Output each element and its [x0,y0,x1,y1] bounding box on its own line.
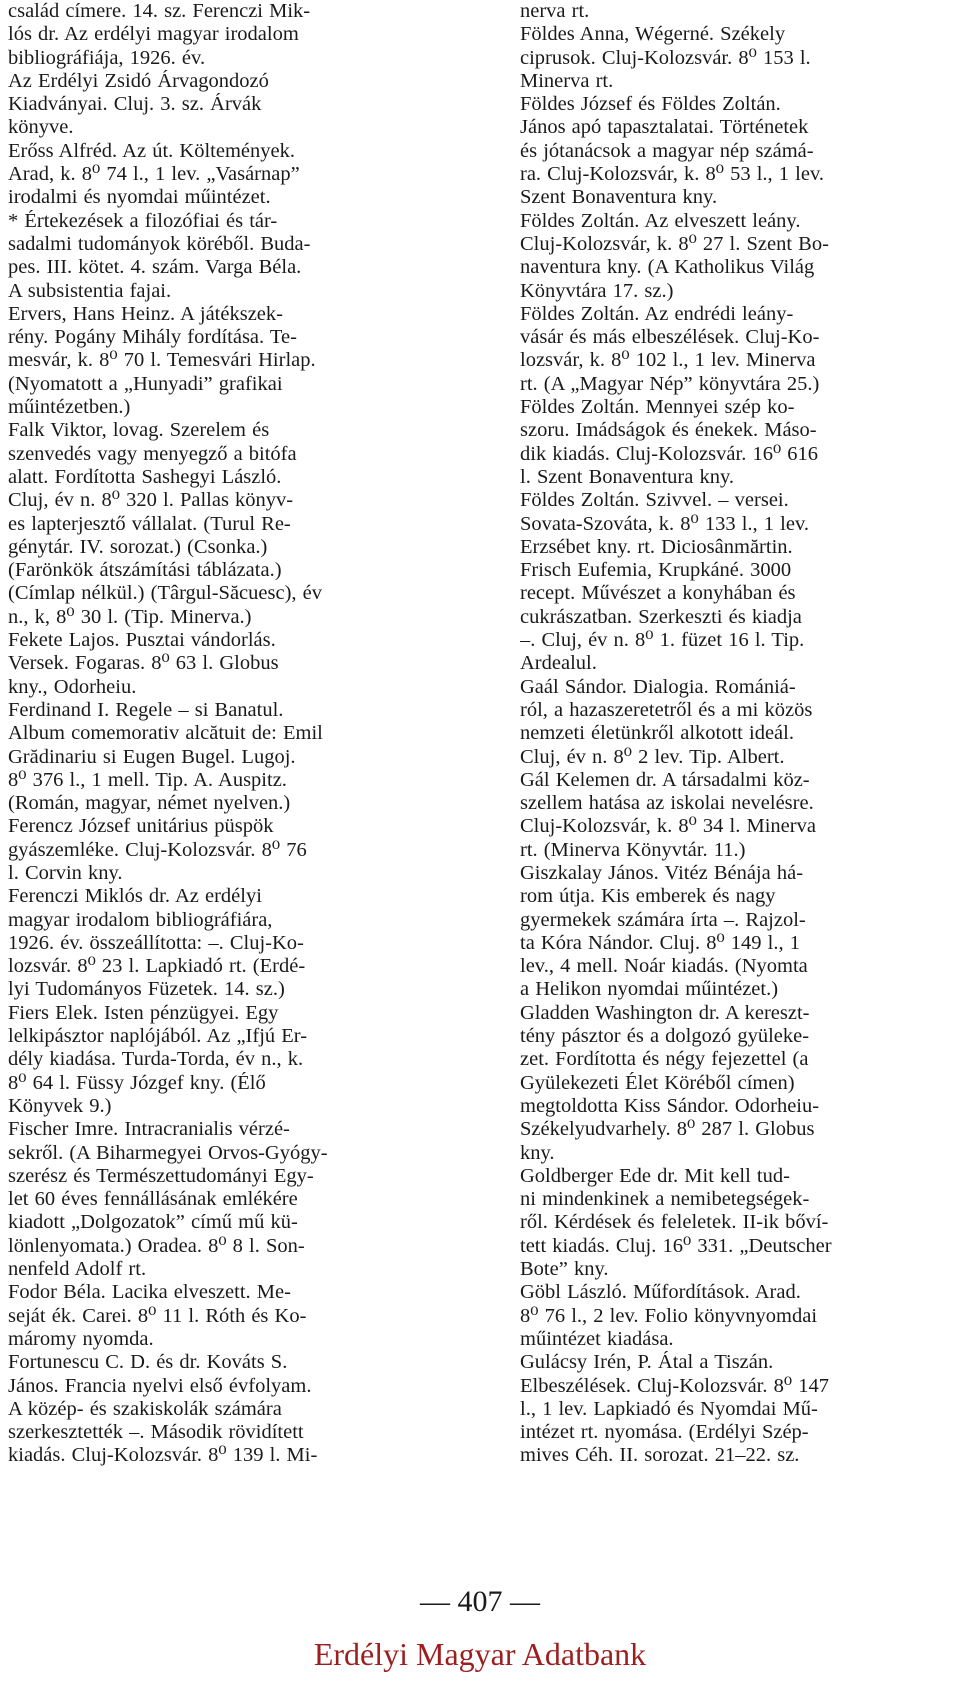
text-line: –. Cluj, év n. 8⁰ 1. füzet 16 l. Tip. [520,629,805,652]
text-line: mives Céh. II. sorozat. 21–22. sz. [520,1444,800,1467]
text-line: Goldberger Ede dr. Mit kell tud- [520,1164,790,1187]
text-line: Falk Viktor, lovag. Szerelem és [8,419,270,442]
right-column [520,0,958,1468]
text-line: zet. Fordította és négy fejezettel (a [520,1048,809,1071]
text-line: naventura kny. (A Katholikus Világ [520,256,815,279]
text-line: család címere. 14. sz. Ferenczi Mik- [8,0,311,22]
text-line: János apó tapasztalatai. Történetek [520,116,809,139]
text-line: Székelyudvarhely. 8⁰ 287 l. Globus [520,1118,815,1141]
text-line: intézet rt. nyomása. (Erdélyi Szép- [520,1421,809,1444]
text-line: szoru. Imádságok és énekek. Máso- [520,419,817,442]
text-line: Gulácsy Irén, P. Átal a Tiszán. [520,1351,774,1374]
text-line: Földes Zoltán. Az elveszett leány. [520,209,801,232]
text-line: Fiers Elek. Isten pénzügyei. Egy [8,1001,279,1024]
text-line: szerkesztették –. Második rövidített [8,1421,304,1444]
text-line: rt. (Minerva Könyvtár. 11.) [520,838,746,861]
text-line: lönlenyomata.) Oradea. 8⁰ 8 l. Son- [8,1234,305,1257]
text-line: Versek. Fogaras. 8⁰ 63 l. Globus [8,652,279,675]
text-line: kiadott „Dolgozatok” című mű kü- [8,1211,298,1234]
text-line: lozsvár, k. 8⁰ 102 l., 1 lev. Minerva [520,349,816,372]
text-line: alatt. Fordította Sashegyi László. [8,465,282,488]
text-line: Bote” kny. [520,1258,609,1281]
text-line: Cluj-Kolozsvár, k. 8⁰ 34 l. Minerva [520,815,816,838]
text-line: ról, a hazaszeretetről és a mi közös [520,698,813,721]
text-line: rom útja. Kis emberek és nagy [520,885,776,908]
text-line: kiadás. Cluj-Kolozsvár. 8⁰ 139 l. Mi- [8,1444,318,1467]
text-line: 8⁰ 76 l., 2 lev. Folio könyvnyomdai [520,1304,818,1327]
page-number: — 407 — [420,1585,540,1618]
text-line: sadalmi tudományok köréből. Buda- [8,232,311,255]
text-line: (Farönkök átszámítási táblázata.) [8,559,282,582]
text-line: Ferenczi Miklós dr. Az erdélyi [8,885,262,908]
text-line: Arad, k. 8⁰ 74 l., 1 lev. „Vasárnap” [8,163,300,186]
text-line: Földes Zoltán. Szivvel. – versei. [520,489,789,512]
text-line: Könyvtára 17. sz.) [520,279,674,302]
text-line: let 60 éves fennállásának emlékére [8,1188,298,1211]
text-line: Ardealul. [520,652,597,675]
text-line: szerész és Természettudományi Egy- [8,1164,314,1187]
text-line: A közép- és szakiskolák számára [8,1397,282,1420]
text-line: 8⁰ 376 l., 1 mell. Tip. A. Auspitz. [8,768,287,791]
text-line: gyermekek számára írta –. Rajzol- [520,908,806,931]
text-line: Gál Kelemen dr. A társadalmi köz- [520,768,810,791]
text-line: recept. Művészet a konyhában és [520,582,796,605]
text-line: l., 1 lev. Lapkiadó és Nyomdai Mű- [520,1397,818,1420]
text-line: mesvár, k. 8⁰ 70 l. Temesvári Hirlap. [8,349,316,372]
text-line: szellem hatása az iskolai nevelésre. [520,792,814,815]
text-line: nemzeti életünkről alkotott ideál. [520,722,794,745]
text-line: Fodor Béla. Lacika elveszett. Me- [8,1281,291,1304]
text-line: a Helikon nyomdai műintézet.) [520,978,779,1001]
text-line: könyve. [8,116,74,139]
text-line: Szent Bonaventura kny. [520,186,718,209]
text-line: (Címlap nélkül.) (Târgul-Săcuesc), év [8,582,323,605]
text-line: Frisch Eufemia, Krupkáné. 3000 [520,559,792,582]
text-line: Fortunescu C. D. és dr. Kováts S. [8,1351,288,1374]
text-line: l. Corvin kny. [8,861,123,884]
text-line: ra. Cluj-Kolozsvár, k. 8⁰ 53 l., 1 lev. [520,163,824,186]
text-line: Földes József és Földes Zoltán. [520,93,781,116]
text-line: Földes Zoltán. Mennyei szép ko- [520,396,795,419]
text-line: nenfeld Adolf rt. [8,1258,147,1281]
text-line: ta Kóra Nándor. Cluj. 8⁰ 149 l., 1 [520,931,800,954]
text-line: Minerva rt. [520,69,614,92]
text-line: * Értekezések a filozófiai és tár- [8,209,278,232]
text-line: Gaál Sándor. Dialogia. Romániá- [520,675,796,698]
text-line: Ferdinand I. Regele – si Banatul. [8,698,284,721]
text-line: Erőss Alfréd. Az út. Költemények. [8,139,295,162]
text-line: Földes Zoltán. Az endrédi leány- [520,302,794,325]
text-line: seját ék. Carei. 8⁰ 11 l. Róth és Ko- [8,1304,307,1327]
text-line: Cluj-Kolozsvár, k. 8⁰ 27 l. Szent Bo- [520,232,829,255]
text-line: l. Szent Bonaventura kny. [520,465,735,488]
text-line: Grădinariu si Eugen Bugel. Lugoj. [8,745,296,768]
text-line: nerva rt. [520,0,590,22]
text-line: tény pásztor és a dolgozó gyüleke- [520,1025,810,1048]
text-line: es lapterjesztő vállalat. (Turul Re- [8,512,291,535]
text-line: Album comemorativ alcătuit de: Emil [8,722,323,745]
text-line: A subsistentia fajai. [8,279,172,302]
text-line: (Nyomatott a „Hunyadi” grafikai [8,372,283,395]
text-line: gyászemléke. Cluj-Kolozsvár. 8⁰ 76 [8,838,307,861]
text-line: megtoldotta Kiss Sándor. Odorheiu- [520,1094,820,1117]
text-line: rény. Pogány Mihály fordítása. Te- [8,326,297,349]
text-line: pes. III. kötet. 4. szám. Varga Béla. [8,256,302,279]
text-line: szenvedés vagy menyegző a bitófa [8,442,297,465]
text-line: Gladden Washington dr. A kereszt- [520,1001,810,1024]
text-line: cukrászatban. Szerkeszti és kiadja [520,605,802,628]
text-line: magyar irodalom bibliográfiára, [8,908,273,931]
text-line: génytár. IV. sorozat.) (Csonka.) [8,535,268,558]
text-line: dély kiadása. Turda-Torda, év n., k. [8,1048,304,1071]
text-line: sekről. (A Biharmegyei Orvos-Gyógy- [8,1141,328,1164]
text-line: ni mindenkinek a nemibetegségek- [520,1188,810,1211]
text-line: máromy nyomda. [8,1327,154,1350]
text-line: Giszkalay János. Vitéz Bénája há- [520,861,804,884]
text-line: ről. Kérdések és feleletek. II-ik bőví- [520,1211,829,1234]
text-line: Göbl László. Műfordítások. Arad. [520,1281,801,1304]
text-line: Gyülekezeti Élet Köréből címen) [520,1071,795,1094]
text-line: Ferencz József unitárius püspök [8,815,274,838]
text-line: Fekete Lajos. Pusztai vándorlás. [8,629,276,652]
text-line: Kiadványai. Cluj. 3. sz. Árvák [8,93,262,116]
text-line: műintézet kiadása. [520,1327,674,1350]
left-column [8,0,446,1468]
text-line: lev., 4 mell. Noár kiadás. (Nyomta [520,955,808,978]
text-line: vásár és más elbeszélések. Cluj-Ko- [520,326,820,349]
text-line: Az Erdélyi Zsidó Árvagondozó [8,69,269,92]
text-line: rt. (A „Magyar Nép” könyvtára 25.) [520,372,820,395]
text-line: ciprusok. Cluj-Kolozsvár. 8⁰ 153 l. [520,46,811,69]
text-line: János. Francia nyelvi első évfolyam. [8,1374,312,1397]
text-line: és jótanácsok a magyar nép számá- [520,139,814,162]
text-line: Erzsébet kny. rt. Diciosânmărtin. [520,535,793,558]
text-line: Cluj, év n. 8⁰ 320 l. Pallas könyv- [8,489,294,512]
text-line: bibliográfiája, 1926. év. [8,46,206,69]
text-line: lyi Tudományos Füzetek. 14. sz.) [8,978,285,1001]
text-line: Elbeszélések. Cluj-Kolozsvár. 8⁰ 147 [520,1374,829,1397]
text-line: 8⁰ 64 l. Füssy Józgef kny. (Élő [8,1071,266,1094]
text-line: kny., Odorheiu. [8,675,137,698]
text-line: kny. [520,1141,555,1164]
text-line: Fischer Imre. Intracranialis vérzé- [8,1118,290,1141]
text-line: lelkipásztor naplójából. Az „Ifjú Er- [8,1025,308,1048]
text-line: (Román, magyar, német nyelven.) [8,792,291,815]
text-line: műintézetben.) [8,396,131,419]
text-line: irodalmi és nyomdai műintézet. [8,186,271,209]
text-line: tett kiadás. Cluj. 16⁰ 331. „Deutscher [520,1234,832,1257]
text-line: Cluj, év n. 8⁰ 2 lev. Tip. Albert. [520,745,785,768]
text-line: Ervers, Hans Heinz. A játékszek- [8,302,283,325]
text-line: lós dr. Az erdélyi magyar irodalom [8,23,299,46]
footer-watermark: Erdélyi Magyar Adatbank [313,1636,647,1672]
text-line: n., k, 8⁰ 30 l. (Tip. Minerva.) [8,605,252,628]
text-line: Könyvek 9.) [8,1094,112,1117]
text-line: Földes Anna, Wégerné. Székely [520,23,786,46]
text-line: dik kiadás. Cluj-Kolozsvár. 16⁰ 616 [520,442,819,465]
text-line: Sovata-Szováta, k. 8⁰ 133 l., 1 lev. [520,512,810,535]
text-line: lozsvár. 8⁰ 23 l. Lapkiadó rt. (Erdé- [8,955,306,978]
text-line: 1926. év. összeállította: –. Cluj-Ko- [8,931,304,954]
